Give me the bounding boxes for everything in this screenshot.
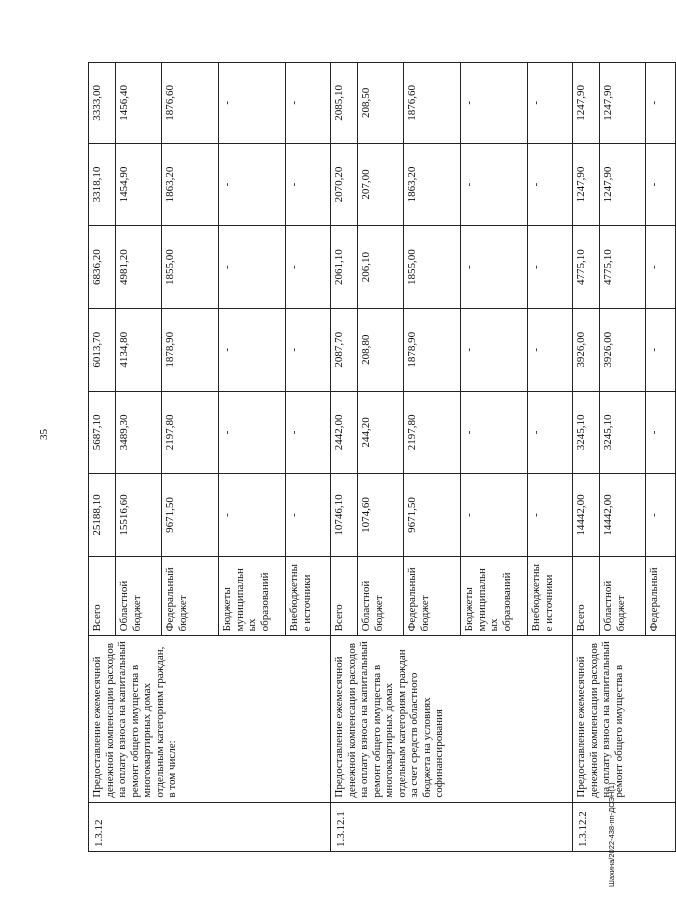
funding-source: Бюджеты муниципальных образований xyxy=(461,556,528,636)
funding-source: Внебюджетные источники xyxy=(528,556,573,636)
table-row xyxy=(331,63,358,852)
amount-cell: 2197,80 xyxy=(162,391,219,474)
amount-cell: 6836,20 xyxy=(89,226,116,309)
funding-source: Внебюджетные источники xyxy=(286,556,331,636)
funding-source: Федеральный xyxy=(646,556,676,636)
amount-cell: 3245,10 xyxy=(600,391,646,474)
amount-cell: - xyxy=(646,391,676,474)
amount-cell: - xyxy=(461,63,528,144)
amount-cell: 207,00 xyxy=(358,143,404,226)
amount-cell: - xyxy=(646,308,676,391)
amount-cell: 1878,90 xyxy=(162,308,219,391)
amount-cell: - xyxy=(461,308,528,391)
amount-cell: - xyxy=(528,143,573,226)
amount-cell: 3926,00 xyxy=(600,308,646,391)
amount-cell: 208,50 xyxy=(358,63,404,144)
amount-cell: 1878,90 xyxy=(404,308,461,391)
amount-cell: - xyxy=(286,226,331,309)
funding-source: Бюджеты муниципальных образований xyxy=(219,556,286,636)
table-row xyxy=(573,63,600,852)
amount-cell: - xyxy=(461,391,528,474)
item-description: Предоставление ежемесячной денежной компенсации расходов на оплату взноса на капитальный ремонт общего имущества в xyxy=(573,636,676,802)
amount-cell: - xyxy=(286,143,331,226)
amount-cell: 14442,00 xyxy=(600,474,646,557)
amount-cell: 1863,20 xyxy=(162,143,219,226)
amount-cell: 25188,10 xyxy=(89,474,116,557)
item-code: 1.3.12.1 xyxy=(331,802,573,851)
funding-source: Областной бюджет xyxy=(358,556,404,636)
amount-cell: 1456,40 xyxy=(116,63,162,144)
amount-cell: 6013,70 xyxy=(89,308,116,391)
amount-cell: 2087,70 xyxy=(331,308,358,391)
funding-source: Областной бюджет xyxy=(116,556,162,636)
budget-table xyxy=(88,62,676,852)
funding-source: Всего xyxy=(331,556,358,636)
amount-cell: 4775,10 xyxy=(600,226,646,309)
amount-cell: 208,80 xyxy=(358,308,404,391)
funding-source: Областной бюджет xyxy=(600,556,646,636)
amount-cell: - xyxy=(286,63,331,144)
amount-cell: - xyxy=(286,391,331,474)
funding-source: Федеральный бюджет xyxy=(404,556,461,636)
amount-cell: 9671,50 xyxy=(162,474,219,557)
amount-cell: - xyxy=(528,308,573,391)
funding-source: Всего xyxy=(89,556,116,636)
amount-cell: - xyxy=(646,474,676,557)
amount-cell: 1074,60 xyxy=(358,474,404,557)
amount-cell: - xyxy=(528,226,573,309)
amount-cell: 2442,00 xyxy=(331,391,358,474)
amount-cell: - xyxy=(528,474,573,557)
item-code: 1.3.12 xyxy=(89,802,331,851)
amount-cell: 2061,10 xyxy=(331,226,358,309)
amount-cell: 1876,60 xyxy=(404,63,461,144)
amount-cell: 9671,50 xyxy=(404,474,461,557)
funding-source: Всего xyxy=(573,556,600,636)
amount-cell: - xyxy=(219,391,286,474)
amount-cell: 1863,20 xyxy=(404,143,461,226)
amount-cell: 4981,20 xyxy=(116,226,162,309)
amount-cell: - xyxy=(646,143,676,226)
amount-cell: 2085,10 xyxy=(331,63,358,144)
item-description: Предоставление ежемесячной денежной компенсации расходов на оплату взноса на капитальный ремонт общего имущества в многоквартирных домах отдельным категориям граждан за счет средств областного бюджета на условиях софинансирования xyxy=(331,636,573,802)
amount-cell: 4134,80 xyxy=(116,308,162,391)
item-description: Предоставление ежемесячной денежной компенсации расходов на оплату взноса на капитальный ремонт общего имущества в многоквартирных домах отдельным категориям граждан, в том числе: xyxy=(89,636,331,802)
amount-cell: - xyxy=(219,474,286,557)
amount-cell: 3245,10 xyxy=(573,391,600,474)
amount-cell: - xyxy=(528,391,573,474)
amount-cell: - xyxy=(528,63,573,144)
amount-cell: - xyxy=(219,63,286,144)
amount-cell: - xyxy=(219,143,286,226)
amount-cell: - xyxy=(219,308,286,391)
amount-cell: 244,20 xyxy=(358,391,404,474)
amount-cell: 1855,00 xyxy=(162,226,219,309)
amount-cell: 15516,60 xyxy=(116,474,162,557)
amount-cell: - xyxy=(646,63,676,144)
item-code: 1.3.12.2 xyxy=(573,802,676,851)
footer-code: Шахина/2022-438-пп-ДСЭН(1) xyxy=(607,782,616,887)
amount-cell: - xyxy=(646,226,676,309)
amount-cell: 10746,10 xyxy=(331,474,358,557)
amount-cell: 3318,10 xyxy=(89,143,116,226)
amount-cell: - xyxy=(286,474,331,557)
amount-cell: 1454,90 xyxy=(116,143,162,226)
amount-cell: 3926,00 xyxy=(573,308,600,391)
amount-cell: 5687,10 xyxy=(89,391,116,474)
amount-cell: 1247,90 xyxy=(573,143,600,226)
amount-cell: - xyxy=(461,474,528,557)
amount-cell: 2197,80 xyxy=(404,391,461,474)
amount-cell: 1855,00 xyxy=(404,226,461,309)
amount-cell: - xyxy=(286,308,331,391)
amount-cell: 1247,90 xyxy=(573,63,600,144)
amount-cell: 2070,20 xyxy=(331,143,358,226)
amount-cell: - xyxy=(461,226,528,309)
amount-cell: 3333,00 xyxy=(89,63,116,144)
amount-cell: 1247,90 xyxy=(600,63,646,144)
funding-source: Федеральный бюджет xyxy=(162,556,219,636)
amount-cell: 206,10 xyxy=(358,226,404,309)
amount-cell: - xyxy=(461,143,528,226)
amount-cell: 4775,10 xyxy=(573,226,600,309)
amount-cell: 3489,30 xyxy=(116,391,162,474)
amount-cell: 1876,60 xyxy=(162,63,219,144)
amount-cell: 1247,90 xyxy=(600,143,646,226)
table-row xyxy=(89,63,116,852)
amount-cell: - xyxy=(219,226,286,309)
amount-cell: 14442,00 xyxy=(573,474,600,557)
page-number: 35 xyxy=(38,429,50,440)
